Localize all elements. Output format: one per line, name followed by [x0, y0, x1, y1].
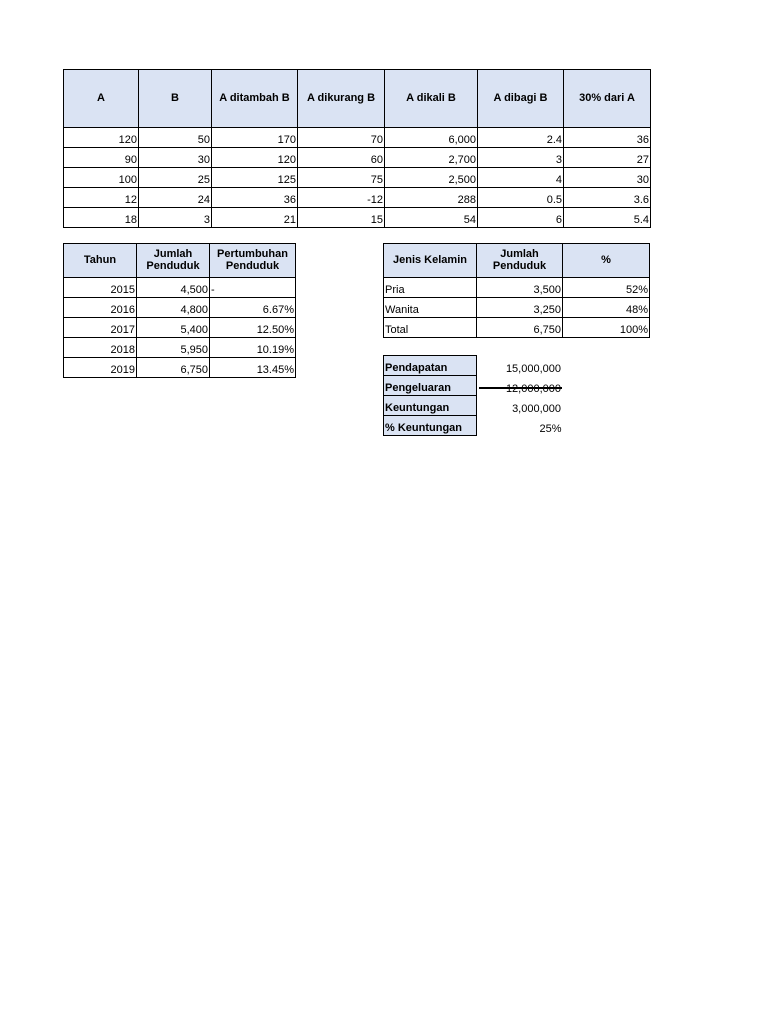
table-cell[interactable]: 36	[212, 188, 298, 208]
table-cell[interactable]: 12	[64, 188, 139, 208]
table-cell[interactable]: 30	[139, 148, 212, 168]
table-cell[interactable]: 120	[212, 148, 298, 168]
table-cell[interactable]: -12	[298, 188, 385, 208]
table-cell[interactable]: 2,500	[385, 168, 478, 188]
cell-value: 12,000,000	[505, 382, 561, 395]
table-cell[interactable]: 5,400	[137, 318, 210, 338]
arithmetic-table	[63, 69, 651, 228]
table-cell[interactable]: Pria	[384, 278, 477, 298]
table-row	[384, 318, 650, 338]
table-cell[interactable]: 2015	[64, 278, 137, 298]
table-cell[interactable]: 15	[298, 208, 385, 228]
table-cell[interactable]: 36	[564, 128, 651, 148]
table-cell[interactable]: 3,250	[477, 298, 563, 318]
table-header-row	[64, 244, 296, 278]
table-row	[64, 298, 296, 318]
table-cell[interactable]: 6	[478, 208, 564, 228]
table-cell[interactable]	[477, 376, 563, 396]
table-cell[interactable]: 3,000,000	[512, 402, 561, 415]
table-header-row	[384, 244, 650, 278]
table-cell[interactable]: 120	[64, 128, 139, 148]
table-cell[interactable]: 2019	[64, 358, 137, 378]
header-cell: Jumlah Penduduk	[477, 244, 563, 278]
table-row	[64, 168, 651, 188]
table-cell[interactable]: 25%	[539, 422, 562, 435]
table-row	[384, 416, 563, 436]
table-row	[64, 188, 651, 208]
table-cell[interactable]: 24	[139, 188, 212, 208]
table-cell[interactable]: 2,700	[385, 148, 478, 168]
table-cell[interactable]: 48%	[563, 298, 650, 318]
table-cell[interactable]: 10.19%	[210, 338, 296, 358]
header-cell: A dibagi B	[478, 70, 564, 128]
table-cell[interactable]: 5.4	[564, 208, 651, 228]
profit-table	[383, 355, 563, 436]
table-cell[interactable]: -	[210, 278, 296, 298]
header-cell: Tahun	[64, 244, 137, 278]
header-cell: Jenis Kelamin	[384, 244, 477, 278]
table-header-row	[64, 70, 651, 128]
table-row	[384, 376, 563, 396]
table-cell[interactable]: 6.67%	[210, 298, 296, 318]
table-cell[interactable]: 6,000	[385, 128, 478, 148]
population-growth-table	[63, 243, 296, 378]
table-cell[interactable]: Wanita	[384, 298, 477, 318]
header-cell: A	[64, 70, 139, 128]
table-cell[interactable]: 170	[212, 128, 298, 148]
table-row	[64, 208, 651, 228]
table-row	[384, 396, 563, 416]
header-cell: 30% dari A	[564, 70, 651, 128]
table-cell[interactable]: 100%	[563, 318, 650, 338]
table-cell[interactable]: 2.4	[478, 128, 564, 148]
table-row	[384, 356, 563, 376]
table-cell[interactable]: 3.6	[564, 188, 651, 208]
table-cell[interactable]: 4,800	[137, 298, 210, 318]
table-cell[interactable]: 125	[212, 168, 298, 188]
header-cell: A ditambah B	[212, 70, 298, 128]
table-cell[interactable]: 5,950	[137, 338, 210, 358]
header-cell: A dikurang B	[298, 70, 385, 128]
table-row	[64, 148, 651, 168]
table-cell[interactable]: Total	[384, 318, 477, 338]
table-cell[interactable]: 288	[385, 188, 478, 208]
row-label[interactable]: Pendapatan	[384, 356, 477, 376]
table-cell[interactable]: 13.45%	[210, 358, 296, 378]
table-cell[interactable]: 52%	[563, 278, 650, 298]
table-cell[interactable]: 50	[139, 128, 212, 148]
table-cell[interactable]: 60	[298, 148, 385, 168]
row-label[interactable]: Keuntungan	[384, 396, 477, 416]
table-cell[interactable]: 4,500	[137, 278, 210, 298]
header-cell: B	[139, 70, 212, 128]
table-cell[interactable]: 90	[64, 148, 139, 168]
table-cell[interactable]: 30	[564, 168, 651, 188]
header-cell: %	[563, 244, 650, 278]
table-cell[interactable]: 0.5	[478, 188, 564, 208]
table-row	[64, 338, 296, 358]
header-cell: A dikali B	[385, 70, 478, 128]
table-row	[64, 358, 296, 378]
table-row	[64, 278, 296, 298]
table-cell[interactable]: 2018	[64, 338, 137, 358]
table-cell[interactable]: 2016	[64, 298, 137, 318]
table-cell[interactable]: 54	[385, 208, 478, 228]
table-row	[64, 128, 651, 148]
table-cell[interactable]: 6,750	[137, 358, 210, 378]
table-cell[interactable]: 4	[478, 168, 564, 188]
row-label[interactable]: % Keuntungan	[384, 416, 477, 436]
table-cell[interactable]: 3,500	[477, 278, 563, 298]
header-cell: Pertumbuhan Penduduk	[210, 244, 296, 278]
table-row	[384, 278, 650, 298]
table-cell[interactable]: 2017	[64, 318, 137, 338]
header-cell: Jumlah Penduduk	[137, 244, 210, 278]
row-label[interactable]: Pengeluaran	[384, 376, 477, 396]
table-cell[interactable]: 21	[212, 208, 298, 228]
table-cell[interactable]: 75	[298, 168, 385, 188]
table-cell[interactable]: 25	[139, 168, 212, 188]
table-cell[interactable]: 3	[478, 148, 564, 168]
table-cell[interactable]: 3	[139, 208, 212, 228]
table-cell[interactable]: 6,750	[477, 318, 563, 338]
table-cell[interactable]: 70	[298, 128, 385, 148]
table-row	[384, 298, 650, 318]
table-cell[interactable]: 15,000,000	[505, 362, 561, 375]
table-cell[interactable]: 18	[64, 208, 139, 228]
gender-table	[383, 243, 650, 338]
table-cell[interactable]: 12.50%	[210, 318, 296, 338]
table-cell[interactable]: 100	[64, 168, 139, 188]
table-cell[interactable]: 27	[564, 148, 651, 168]
table-row	[64, 318, 296, 338]
